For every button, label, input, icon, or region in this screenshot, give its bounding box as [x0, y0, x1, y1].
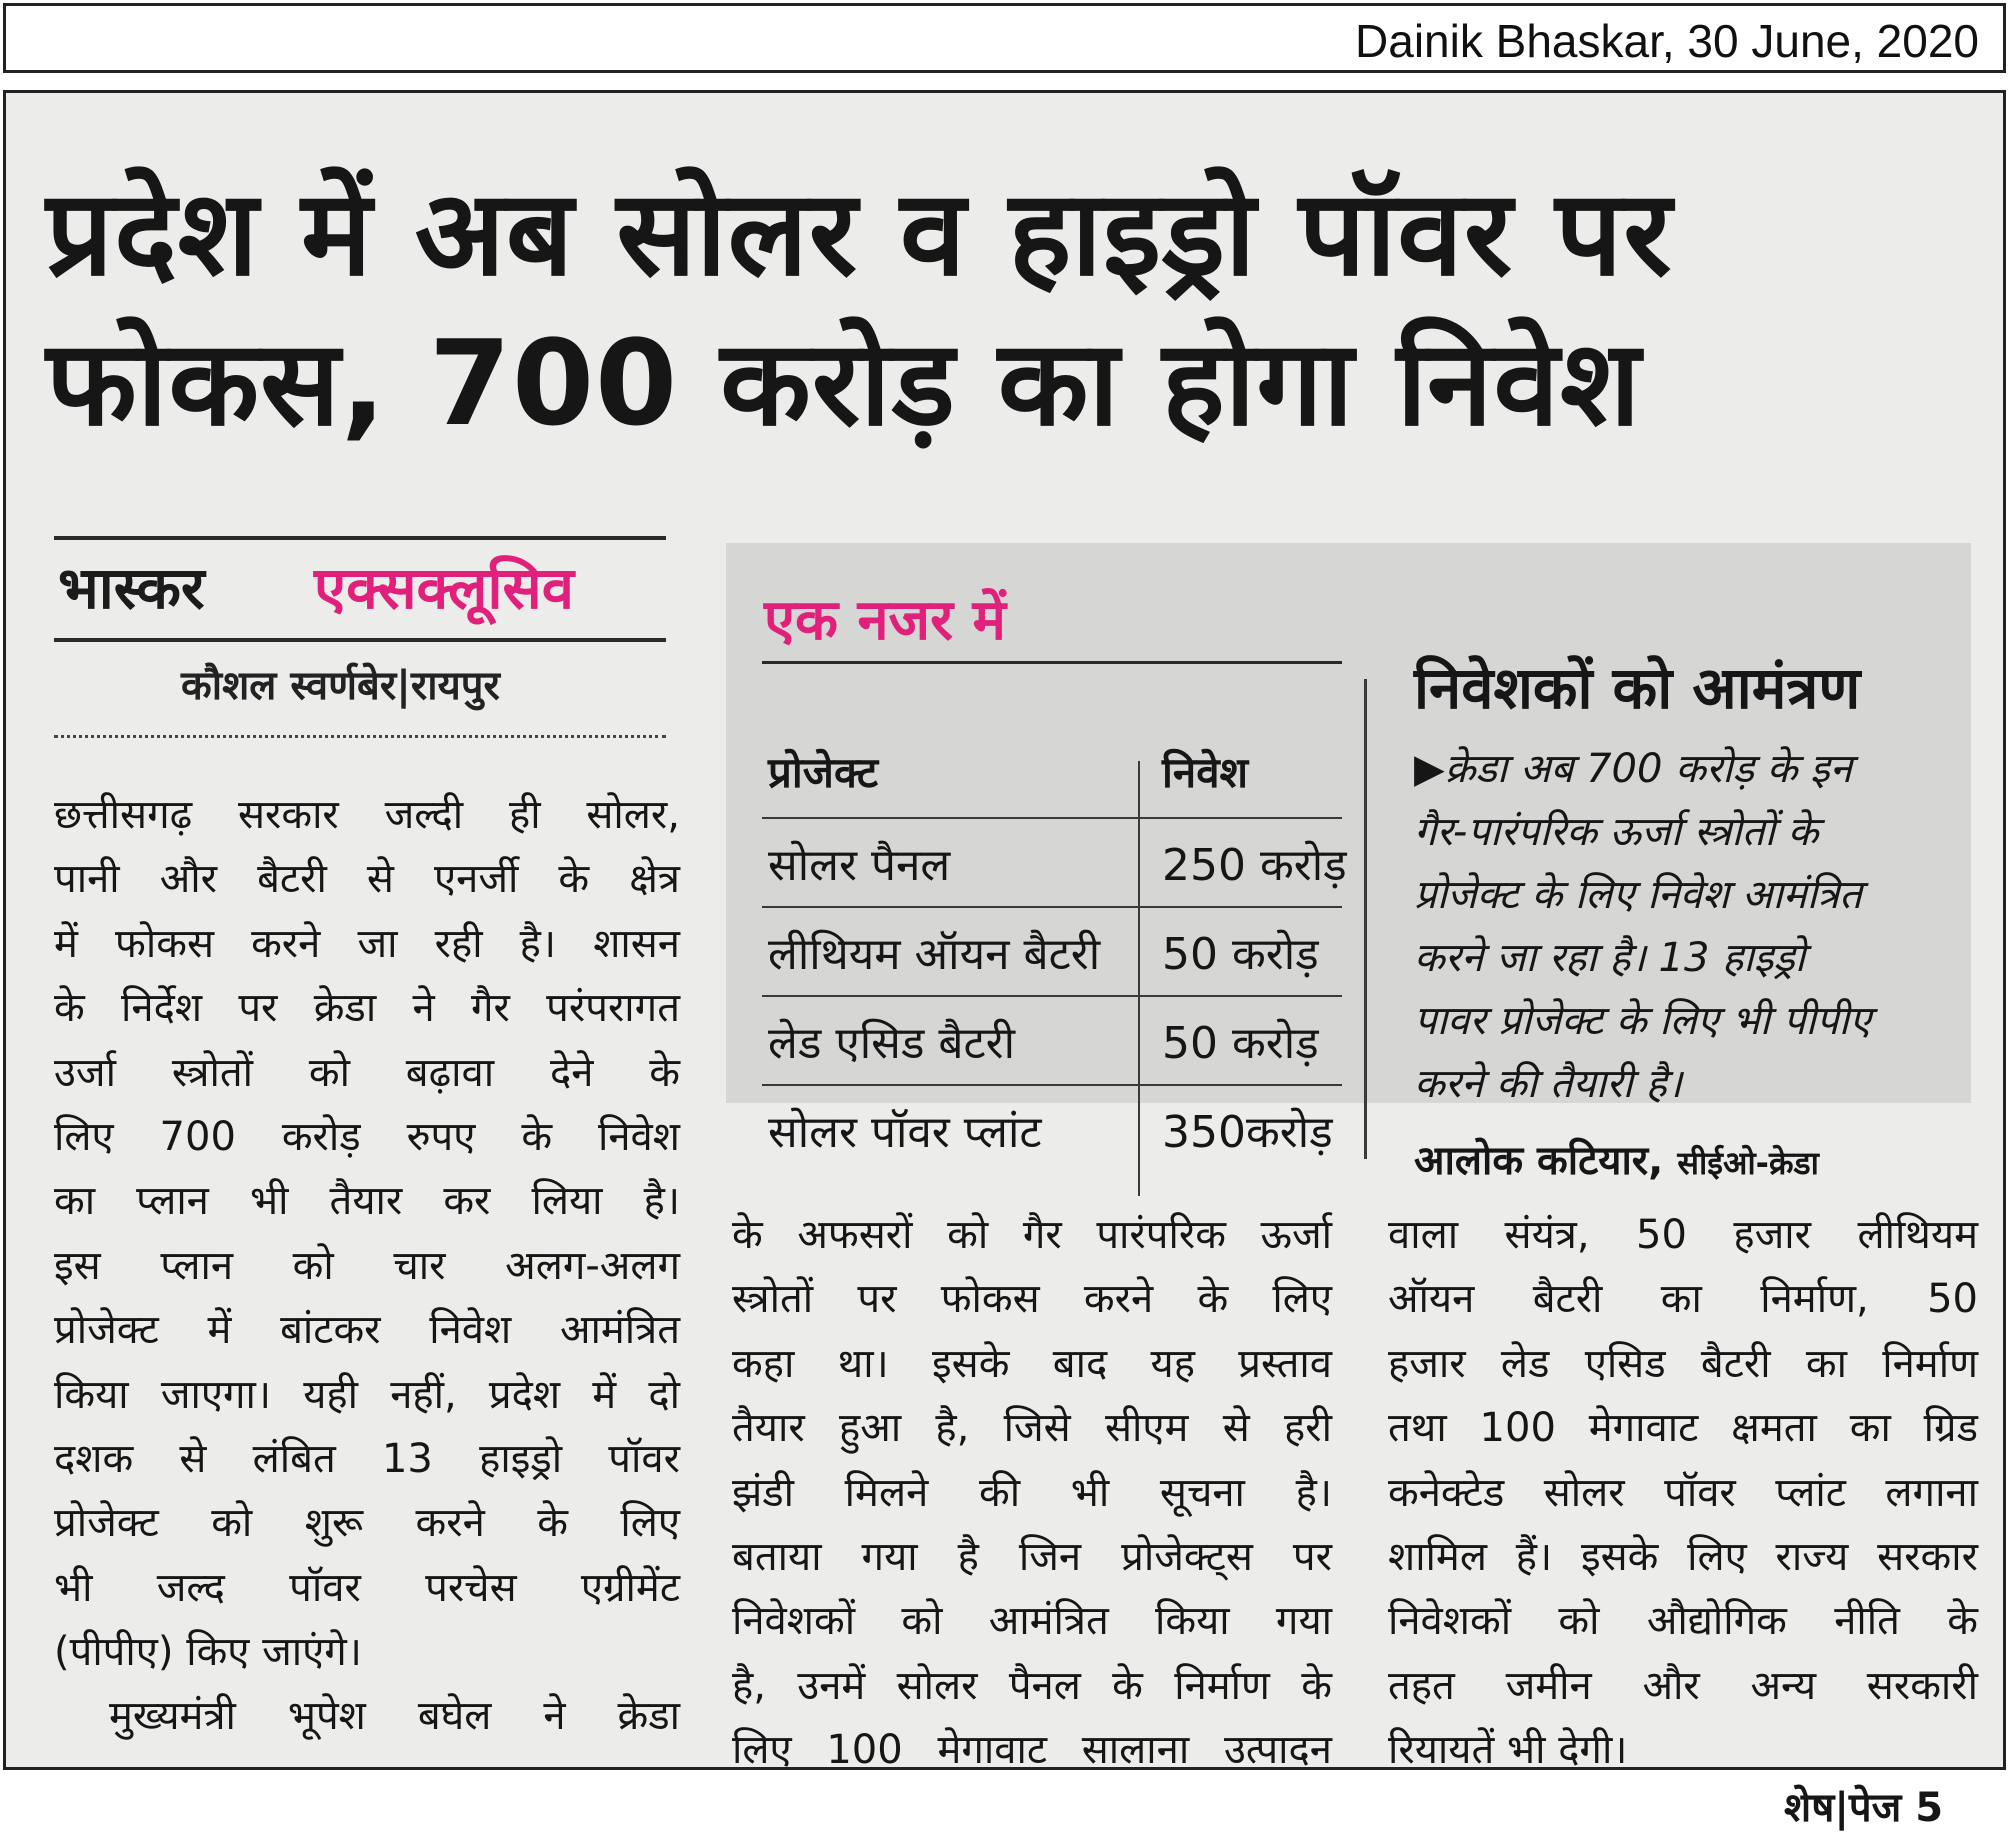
- column-2-line: झंडी मिलने की भी सूचना है।: [732, 1469, 1332, 1516]
- column-3-line: हजार लेड एसिड बैटरी का निर्माण: [1388, 1340, 1978, 1387]
- column-1-line: किया जाएगा। यही नहीं, प्रदेश में दो: [54, 1371, 680, 1418]
- invitation-line: पावर प्रोजेक्ट के लिए भी पीपीए: [1414, 998, 1872, 1044]
- column-2-line: तैयार हुआ है, जिसे सीएम से हरी: [732, 1405, 1332, 1452]
- invitation-line: ▶क्रेडा अब 700 करोड़ के इन: [1414, 746, 1852, 792]
- column-3-line: निवेशकों को औद्योगिक नीति के: [1388, 1598, 1978, 1645]
- column-2-line: के अफसरों को गैर पारंपरिक ऊर्जा: [732, 1212, 1332, 1258]
- column-1-line: के निर्देश पर क्रेडा ने गैर परंपरागत: [54, 985, 680, 1032]
- column-1-line: इस प्लान को चार अलग-अलग: [54, 1242, 680, 1289]
- headline-line-2: फोकस, 700 करोड़ का होगा निवेश: [46, 314, 1642, 452]
- table-row: [762, 819, 1347, 908]
- table-row: [762, 997, 1342, 1086]
- table-cell-investment: 50 करोड़: [1162, 1017, 1319, 1069]
- column-2-line: लिए 100 मेगावाट सालाना उत्पादन: [732, 1727, 1332, 1774]
- column-3-line: तहत जमीन और अन्य सरकारी: [1388, 1662, 1978, 1709]
- column-3-line: कनेक्टेड सोलर पॉवर प्लांट लगाना: [1388, 1469, 1978, 1516]
- table-header-investment: निवेश: [1162, 747, 1249, 797]
- brand-bottom-rule: [54, 638, 666, 642]
- column-3-line: वाला संयंत्र, 50 हजार लीथियम: [1388, 1212, 1978, 1258]
- source-label: Dainik Bhaskar, 30 June, 2020: [1355, 15, 1979, 67]
- byline: कौशल स्वर्णबेर|रायपुर: [181, 663, 500, 709]
- section-divider: [1364, 679, 1367, 1159]
- column-2-line: है, उनमें सोलर पैनल के निर्माण के: [732, 1662, 1332, 1709]
- table-cell-project: सोलर पैनल: [768, 839, 951, 891]
- column-2-line: निवेशकों को आमंत्रित किया गया: [732, 1598, 1332, 1645]
- at-a-glance-title: एक नजर में: [764, 588, 1006, 653]
- table-column-divider: [1138, 761, 1140, 1196]
- brand-bhaskar: भास्कर: [58, 554, 205, 622]
- column-1-line: उर्जा स्त्रोतों को बढ़ावा देने के: [54, 1049, 680, 1096]
- column-1-line: (पीपीए) किए जाएंगे।: [54, 1629, 362, 1676]
- byline-divider: [54, 735, 666, 738]
- table-cell-investment: 250 करोड़: [1162, 839, 1347, 891]
- column-1-line: भी जल्द पॉवर परचेस एग्रीमेंट: [54, 1564, 680, 1611]
- column-2-line: कहा था। इसके बाद यह प्रस्ताव: [732, 1340, 1332, 1387]
- continued-on-page: शेष|पेज 5: [1784, 1785, 1944, 1831]
- column-1-line: का प्लान भी तैयार कर लिया है।: [54, 1178, 680, 1225]
- column-1-line: पानी और बैटरी से एनर्जी के क्षेत्र: [54, 856, 680, 903]
- table-cell-investment: 50 करोड़: [1162, 928, 1319, 980]
- column-3: [1388, 1203, 1978, 1783]
- column-2: [732, 1203, 1332, 1783]
- invitation-line: प्रोजेक्ट के लिए निवेश आमंत्रित: [1414, 872, 1862, 918]
- invitation-line: करने जा रहा है। 13 हाइड्रो: [1414, 935, 1806, 981]
- invitation-title: निवेशकों को आमंत्रण: [1414, 654, 1861, 722]
- column-1-line: प्रोजेक्ट में बांटकर निवेश आमंत्रित: [54, 1307, 680, 1354]
- source-header-bar: [3, 3, 2006, 73]
- table-cell-project: सोलर पॉवर प्लांट: [768, 1106, 1042, 1158]
- column-1-line: प्रोजेक्ट को शुरू करने के लिए: [54, 1500, 680, 1547]
- table-cell-project: लीथियम ऑयन बैटरी: [768, 928, 1101, 980]
- brand-exclusive: एक्सक्लूसिव: [314, 554, 574, 622]
- column-2-line: स्त्रोतों पर फोकस करने के लिए: [732, 1276, 1332, 1323]
- column-2-line: बताया गया है जिन प्रोजेक्ट्स पर: [732, 1533, 1332, 1580]
- invitation-line: गैर-पारंपरिक ऊर्जा स्त्रोतों के: [1414, 809, 1819, 855]
- column-1-line: मुख्यमंत्री भूपेश बघेल ने क्रेडा: [109, 1693, 680, 1740]
- column-3-line: ऑयन बैटरी का निर्माण, 50: [1388, 1276, 1978, 1323]
- invitation-line: करने की तैयारी है।: [1414, 1061, 1682, 1107]
- headline-line-1: प्रदेश में अब सोलर व हाइड्रो पॉवर पर: [46, 164, 1673, 302]
- table-cell-investment: 350करोड़: [1162, 1106, 1333, 1158]
- column-3-line: शामिल हैं। इसके लिए राज्य सरकार: [1388, 1533, 1978, 1580]
- at-a-glance-title-rule: [762, 661, 1342, 664]
- table-header-project: प्रोजेक्ट: [768, 747, 878, 797]
- table-row: [762, 908, 1342, 997]
- column-3-line: रियायतें भी देगी।: [1388, 1727, 1628, 1774]
- table-row: [762, 1086, 1342, 1173]
- column-1: [54, 783, 680, 1749]
- brand-top-rule: [54, 536, 666, 540]
- column-1-line: दशक से लंबित 13 हाइड्रो पॉवर: [54, 1435, 680, 1482]
- column-1-line: में फोकस करने जा रही है। शासन: [54, 920, 680, 967]
- column-3-line: तथा 100 मेगावाट क्षमता का ग्रिड: [1388, 1405, 1978, 1452]
- investment-table: [762, 725, 1347, 1173]
- column-1-line: छत्तीसगढ़ सरकार जल्दी ही सोलर,: [54, 792, 680, 838]
- newspaper-clipping: [3, 90, 2006, 1831]
- invitation-signature: [1414, 1133, 1819, 1191]
- invitation-quote: [1414, 738, 1964, 1116]
- table-cell-project: लेड एसिड बैटरी: [768, 1017, 1016, 1069]
- table-header-row: [762, 725, 1342, 819]
- signature-name: आलोक कटियार,: [1414, 1138, 1664, 1184]
- signature-role: सीईओ-क्रेडा: [1677, 1144, 1819, 1182]
- column-1-line: लिए 700 करोड़ रुपए के निवेश: [54, 1113, 680, 1160]
